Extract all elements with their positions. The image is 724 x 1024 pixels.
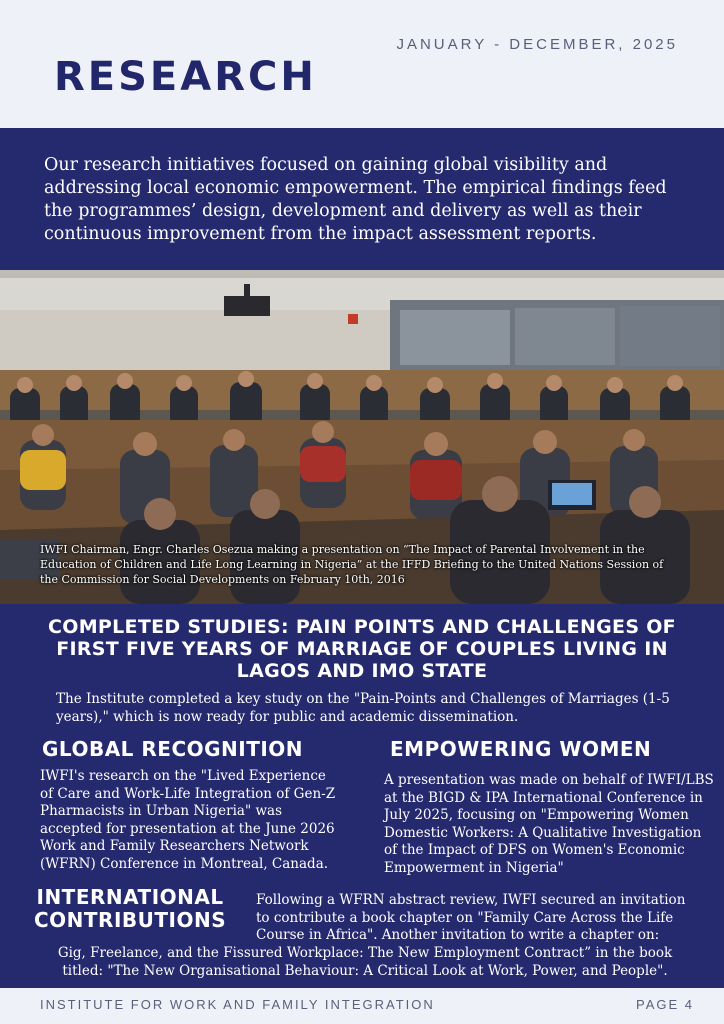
empowering-women-text: A presentation was made on behalf of IWFI/LBS at the BIGD & IPA International Conference in July 2025, focusing on "Empowering Women Domestic Workers: A Qualitative Investigation of the Impact of DFS on Women's Economic Empowerment in Nigeria" xyxy=(384,772,714,876)
intro-paragraph: Our research initiatives focused on gaining global visibility and addressing local economic empowerment. The empirical findings feed the programmes’ design, development and delivery as well as their continuous improvement from the impact assessment reports. xyxy=(44,155,667,244)
international-heading-line2: CONTRIBUTIONS xyxy=(34,908,227,932)
completed-studies-text: The Institute completed a key study on the "Pain-Points and Challenges of Marriages (1-5 years)," which is now ready for public and academic dissemination. xyxy=(56,691,670,725)
page-number: PAGE 4 xyxy=(635,997,694,1012)
international-contributions-text-continued: Gig, Freelance, and the Fissured Workplace: The New Employment Contract” in the book titled: "The New Organisational Behaviour: A Critical Look at Work, Power, and People". xyxy=(57,945,673,979)
global-recognition-heading: GLOBAL RECOGNITION xyxy=(42,737,304,761)
international-contributions-heading xyxy=(34,886,226,932)
footer-organization: INSTITUTE FOR WORK AND FAMILY INTEGRATION xyxy=(40,997,435,1012)
empowering-women-heading: EMPOWERING WOMEN xyxy=(390,737,652,761)
photo-caption: IWFI Chairman, Engr. Charles Osezua making a presentation on “The Impact of Parental Involvement in the Education of Children and Life Long Learning in Nigeria” at the IFFD Briefing to the United Nations Session of the Commission for Social Developments on February 10th, 2016 xyxy=(40,543,664,586)
global-recognition-text: IWFI's research on the "Lived Experience of Care and Work-Life Integration of Gen-Z Pharmacists in Urban Nigeria" was accepted for presentation at the June 2026 Work and Family Researchers Network (WFRN) Conference in Montreal, Canada. xyxy=(40,768,336,872)
international-heading-line1: INTERNATIONAL xyxy=(36,885,224,909)
page-title: RESEARCH xyxy=(54,54,317,100)
completed-studies-heading: COMPLETED STUDIES: PAIN POINTS AND CHALLENGES OF FIRST FIVE YEARS OF MARRIAGE OF COUPLES LIVING IN LAGOS AND IMO STATE xyxy=(48,616,676,682)
report-date: JANUARY - DECEMBER, 2025 xyxy=(396,36,678,53)
international-contributions-text: Following a WFRN abstract review, IWFI secured an invitation to contribute a book chapter on "Family Care Across the Life Course in Africa". Another invitation to write a chapter on: xyxy=(256,892,686,943)
